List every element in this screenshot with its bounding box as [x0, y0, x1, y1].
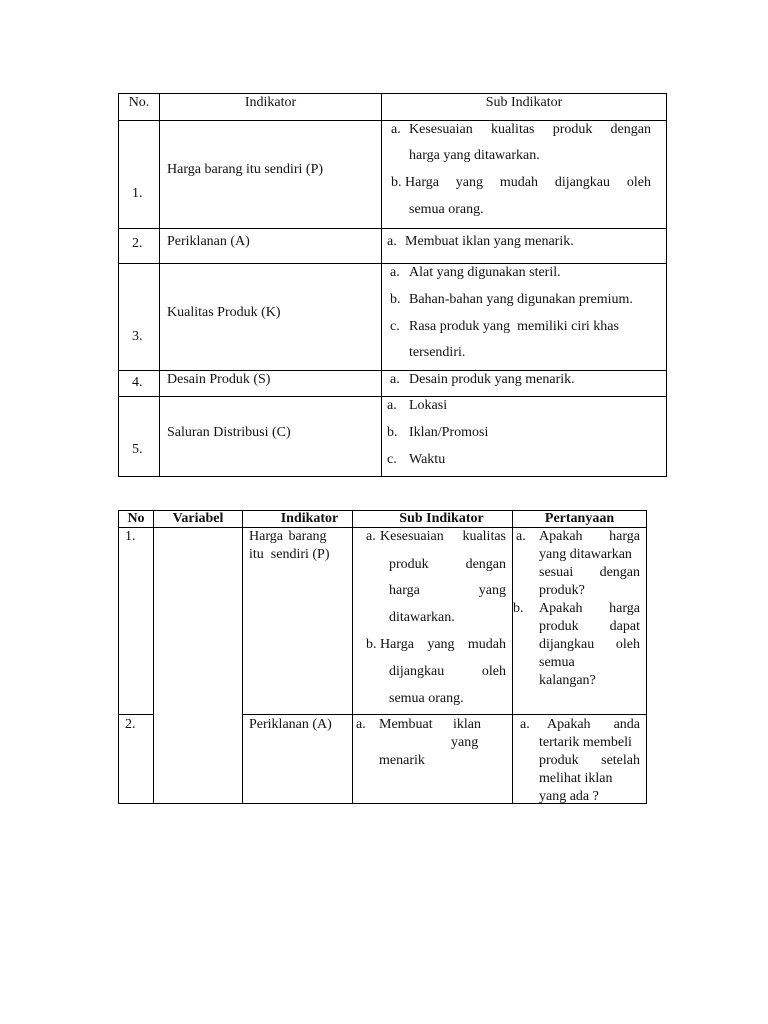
- sub-text-justified: produk dengan: [389, 557, 506, 572]
- row-3-indikator: Kualitas Produk (K): [167, 305, 281, 320]
- question-text-justified: produk dapat: [539, 619, 640, 634]
- sub-text-justified: Kesesuaian kualitas: [380, 529, 506, 544]
- question-text: yang ada ?: [539, 789, 599, 804]
- question-text-justified: produk setelah: [539, 753, 640, 768]
- sub-text-justified: Harga yang mudah: [380, 637, 506, 652]
- sub-text: Waktu: [409, 452, 446, 467]
- header-sub-indikator: Sub Indikator: [485, 95, 563, 110]
- row-1-indikator: itu sendiri (P): [249, 547, 330, 562]
- sub-marker: b.: [390, 292, 401, 307]
- sub-text-justified: Membuat iklan: [379, 717, 481, 732]
- sub-marker: a.: [366, 529, 376, 544]
- question-marker: a.: [516, 529, 526, 544]
- header-no: No.: [128, 95, 150, 110]
- question-text-justified: Apakah anda: [547, 717, 640, 732]
- header-variabel: Variabel: [172, 511, 224, 526]
- sub-text-justified: Kesesuaian kualitas produk dengan: [409, 122, 651, 137]
- sub-marker: a.: [387, 234, 397, 249]
- row-3-no: 3.: [132, 329, 143, 344]
- row-4-indikator: Desain Produk (S): [167, 372, 271, 387]
- sub-text: Desain produk yang menarik.: [409, 372, 575, 387]
- question-text-justified: Apakah harga: [539, 601, 640, 616]
- sub-marker: a.: [390, 265, 400, 280]
- row-1-indikator: Harga barang itu sendiri (P): [167, 162, 324, 177]
- question-text: tertarik membeli: [539, 735, 632, 750]
- question-text: produk?: [539, 583, 585, 598]
- header-sub-indikator: Sub Indikator: [399, 511, 484, 526]
- sub-text: Lokasi: [409, 398, 448, 413]
- header-indikator: Indikator: [244, 95, 297, 110]
- sub-text: Rasa produk yang memiliki ciri khas: [409, 319, 619, 334]
- sub-text: menarik: [379, 753, 425, 768]
- sub-text: tersendiri.: [409, 345, 466, 360]
- sub-text: Iklan/Promosi: [409, 425, 489, 440]
- row-5-no: 5.: [132, 442, 143, 457]
- sub-text: harga yang ditawarkan.: [409, 148, 540, 163]
- sub-text: Bahan-bahan yang digunakan premium.: [409, 292, 633, 307]
- question-text: kalangan?: [539, 673, 596, 688]
- row-2-no: 2.: [132, 236, 143, 251]
- sub-text: Membuat iklan yang menarik.: [405, 234, 574, 249]
- header-no: No: [127, 511, 145, 526]
- row-2-indikator: Periklanan (A): [249, 717, 332, 732]
- sub-marker: c.: [387, 452, 397, 467]
- sub-marker: a.: [356, 717, 366, 732]
- sub-marker: c.: [390, 319, 400, 334]
- sub-text: semua orang.: [389, 691, 464, 706]
- sub-marker: a.: [390, 372, 400, 387]
- row-1-no: 1.: [125, 529, 136, 544]
- question-text: semua: [539, 655, 575, 670]
- sub-marker: b.: [391, 175, 402, 190]
- row-2-indikator: Periklanan (A): [167, 234, 250, 249]
- sub-marker: a.: [391, 122, 401, 137]
- sub-text-justified: harga yang: [389, 583, 506, 598]
- sub-text: semua orang.: [409, 202, 484, 217]
- row-2-no: 2.: [125, 717, 136, 732]
- question-marker: b.: [513, 601, 524, 616]
- row-5-indikator: Saluran Distribusi (C): [167, 425, 291, 440]
- sub-text: yang: [451, 735, 479, 750]
- question-text-justified: sesuai dengan: [539, 565, 640, 580]
- sub-marker: a.: [387, 398, 397, 413]
- question-text: yang ditawarkan: [539, 547, 632, 562]
- sub-text-justified: Harga yang mudah dijangkau oleh: [405, 175, 651, 190]
- sub-text-justified: dijangkau oleh: [389, 664, 506, 679]
- row-4-no: 4.: [132, 375, 143, 390]
- sub-text: ditawarkan.: [389, 610, 455, 625]
- sub-text: Alat yang digunakan steril.: [409, 265, 561, 280]
- question-text: melihat iklan: [539, 771, 613, 786]
- question-text-justified: Apakah harga: [539, 529, 640, 544]
- row-1-indikator: Harga barang: [249, 529, 327, 544]
- question-marker: a.: [520, 717, 530, 732]
- sub-marker: b.: [387, 425, 398, 440]
- sub-marker: b.: [366, 637, 377, 652]
- header-indikator: Indikator: [280, 511, 339, 526]
- header-pertanyaan: Pertanyaan: [544, 511, 615, 526]
- row-1-no: 1.: [132, 186, 143, 201]
- question-text-justified: dijangkau oleh: [539, 637, 640, 652]
